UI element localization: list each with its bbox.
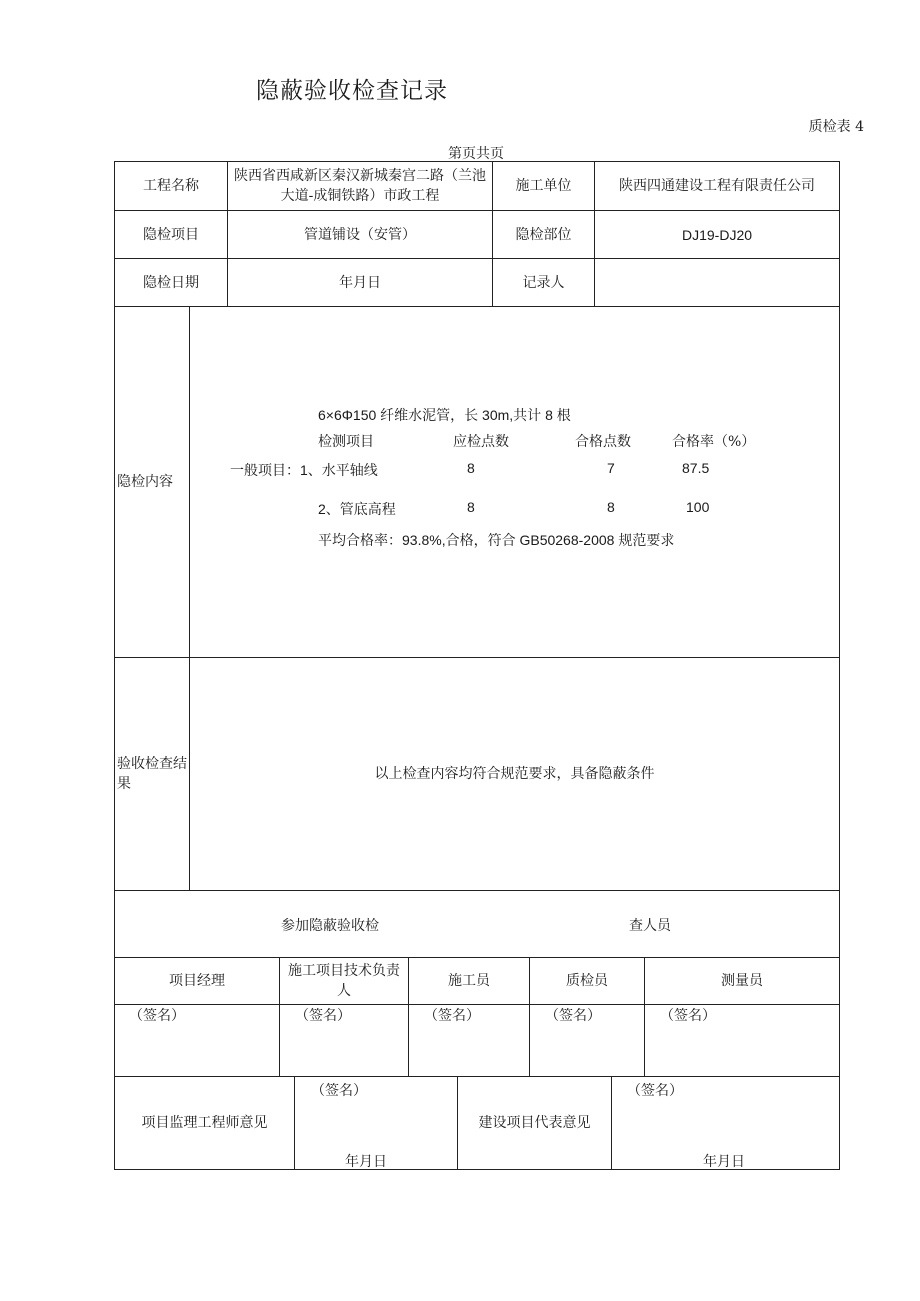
result-label: 验收检查结果 [117, 756, 187, 792]
recorder-value [595, 259, 839, 306]
header-required-points: 应检点数 [453, 434, 509, 450]
construction-unit-label: 施工单位 [515, 178, 572, 194]
header-passed-points: 合格点数 [575, 434, 631, 450]
row-1-rate: 87.5 [682, 460, 710, 476]
role-surveyor: 测量员 [721, 973, 763, 989]
inspection-form-table [114, 161, 840, 1170]
role-construction-worker: 施工员 [448, 973, 490, 989]
form-number: 质检表 4 [808, 119, 864, 135]
participants-heading-right: 查人员 [629, 918, 671, 934]
item-label: 隐检项目 [143, 226, 199, 243]
col-divider [611, 1076, 612, 1169]
location-label: 隐检部位 [515, 226, 572, 243]
role-technical-lead: 施工项目技术负责人 [288, 963, 400, 999]
participants-heading-left: 参加隐蔽验收检 [281, 918, 379, 934]
col-divider [294, 1076, 295, 1169]
supervisor-date: 年月日 [345, 1154, 387, 1170]
supervisor-opinion-label: 项目监理工程师意见 [141, 1115, 268, 1131]
owner-date: 年月日 [703, 1154, 745, 1170]
signature-construction-worker: （签名） [424, 1008, 480, 1024]
result-text: 以上检查内容均符合规范要求，具备隐蔽条件 [374, 766, 655, 782]
row-2-rate: 100 [686, 499, 710, 515]
row-2-passed: 8 [607, 499, 615, 515]
row-divider [115, 306, 839, 307]
row-2-item: 2、管底高程 [318, 501, 396, 517]
header-check-item: 检测项目 [318, 434, 374, 450]
location-value: DJ19-DJ20 [681, 226, 753, 243]
project-name-label: 工程名称 [143, 178, 199, 194]
role-project-manager: 项目经理 [169, 973, 225, 989]
role-quality-inspector: 质检员 [566, 973, 608, 989]
recorder-label: 记录人 [522, 274, 565, 291]
project-name-value: 陕西省西咸新区秦汉新城秦宫二路（兰池大道-成铜铁路）市政工程 [234, 168, 486, 204]
owner-signature: （签名） [627, 1083, 683, 1099]
header-pass-rate: 合格率（%） [672, 434, 756, 450]
pipe-description: 6×6Φ150 纤维水泥管，长 30m,共计 8 根 [318, 407, 571, 423]
supervisor-signature: （签名） [311, 1083, 367, 1099]
page-number: 第页共页 [448, 146, 504, 162]
row-1-required: 8 [467, 460, 475, 476]
signature-technical-lead: （签名） [295, 1008, 351, 1024]
row-1-item: 1、水平轴线 [300, 462, 378, 478]
date-value: 年月日 [339, 274, 381, 291]
general-items-prefix: 一般项目： [230, 463, 300, 479]
row-divider [115, 890, 839, 891]
content-label: 隐检内容 [117, 474, 173, 490]
row-1-passed: 7 [607, 460, 615, 476]
construction-unit-value: 陕西四通建设工程有限责任公司 [619, 178, 815, 194]
signature-quality-inspector: （签名） [545, 1008, 601, 1024]
item-value: 管道铺设（安管） [304, 226, 416, 243]
signature-surveyor: （签名） [660, 1008, 716, 1024]
date-label: 隐检日期 [143, 274, 199, 291]
owner-opinion-label: 建设项目代表意见 [478, 1115, 591, 1131]
signature-project-manager: （签名） [129, 1008, 185, 1024]
document-title: 隐蔽验收检查记录 [256, 78, 448, 104]
average-pass-rate: 平均合格率：93.8%,合格，符合 GB50268-2008 规范要求 [318, 532, 675, 548]
row-2-required: 8 [467, 499, 475, 515]
